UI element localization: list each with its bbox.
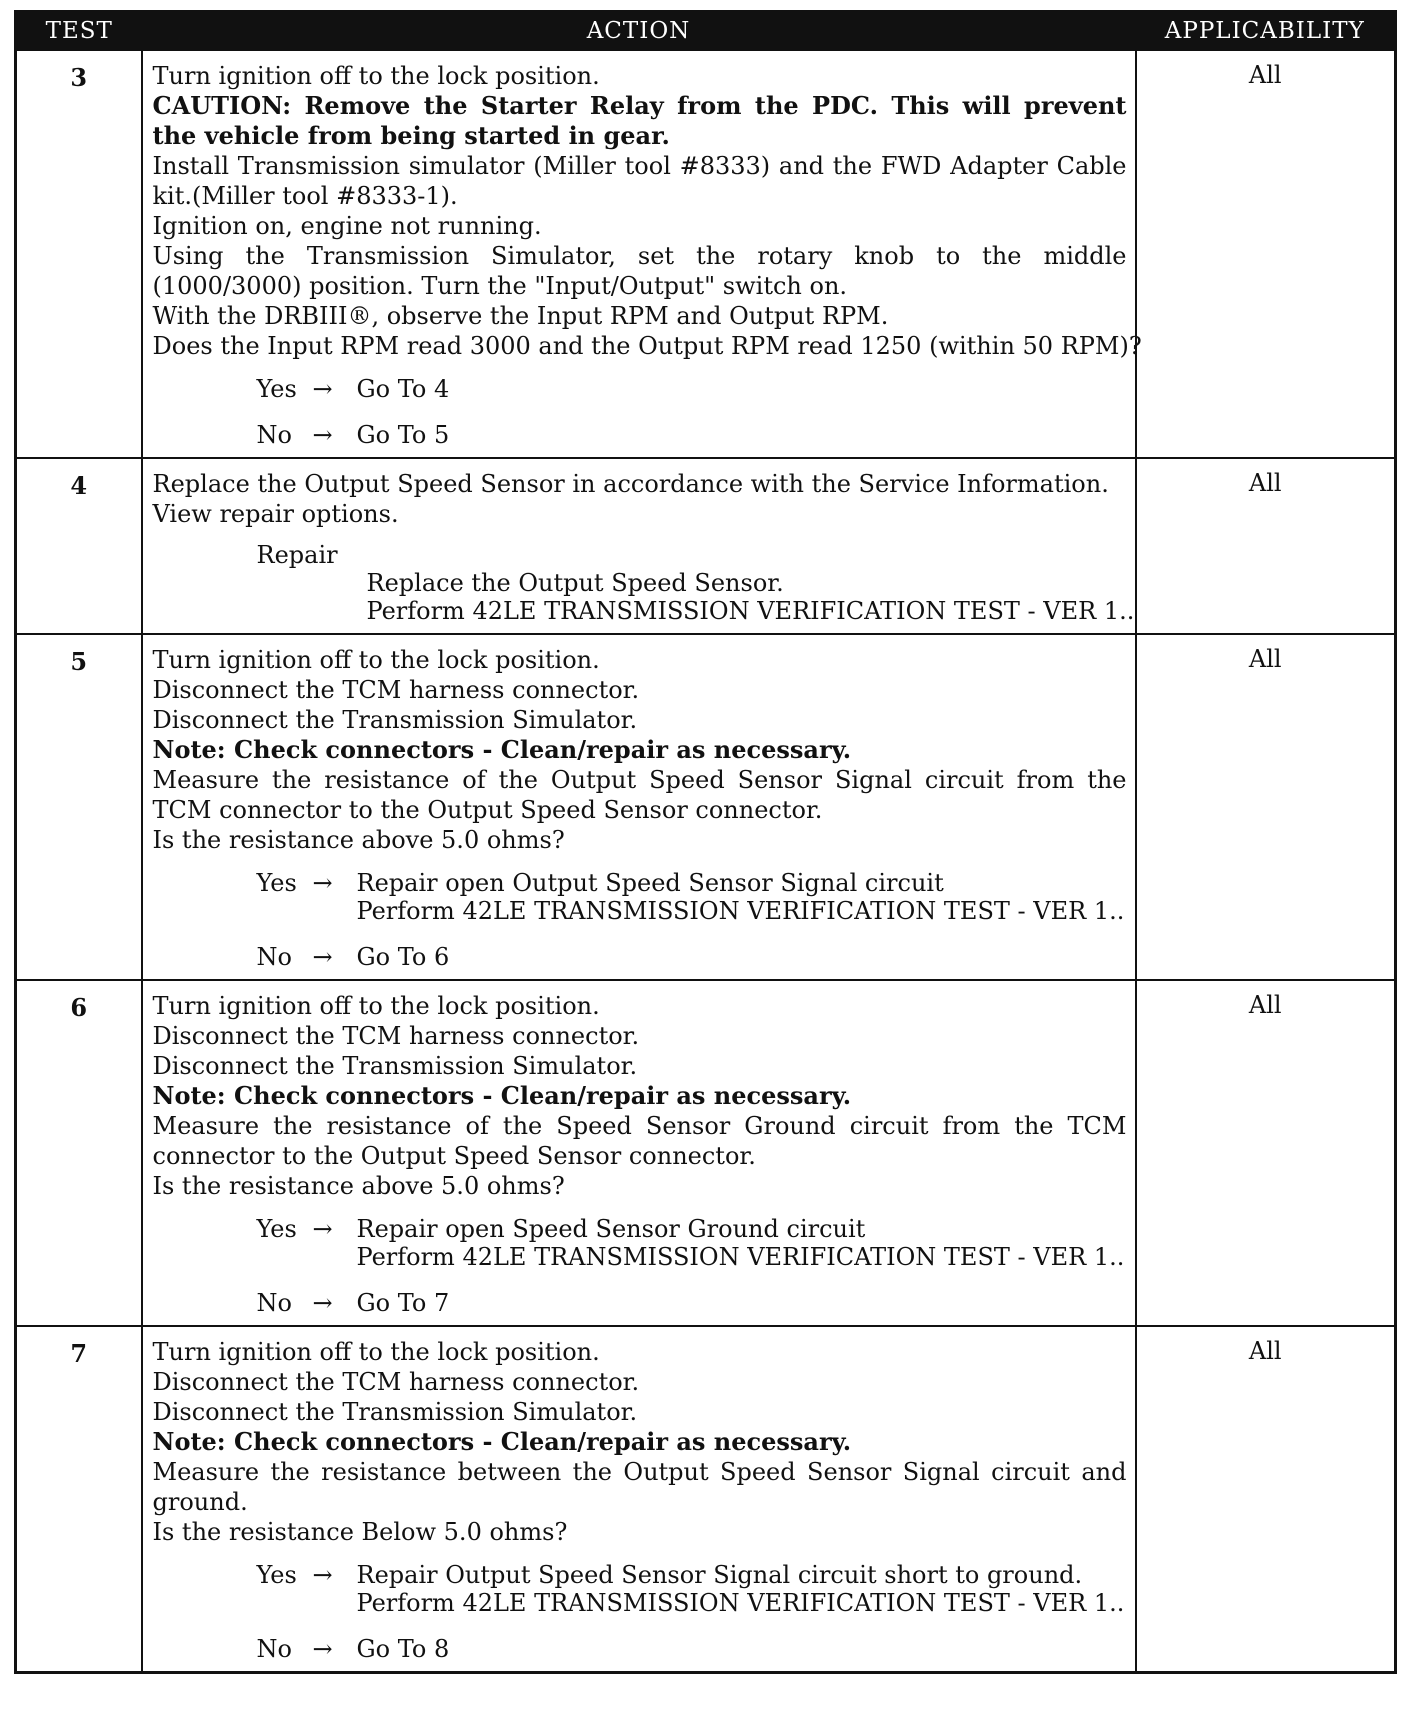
test-number: 7 <box>16 1326 142 1673</box>
no-label: No <box>256 421 292 449</box>
no-outcome <box>257 1289 1127 1317</box>
arrow-right-icon: → <box>312 869 333 897</box>
no-outcome <box>257 1635 1127 1663</box>
test-row-6 <box>16 980 1396 1326</box>
no-goto-link[interactable]: Go To 7 <box>356 1289 450 1317</box>
repair-label: Repair <box>256 541 338 569</box>
question: Is the resistance above 5.0 ohms? <box>152 1172 565 1200</box>
arrow-right-icon: → <box>312 1635 333 1663</box>
yes-repair-text: Repair Output Speed Sensor Signal circuit short to ground. <box>356 1561 1083 1589</box>
step: Turn ignition off to the lock position. <box>152 62 600 90</box>
diagnostic-table <box>14 10 1397 1674</box>
no-outcome <box>257 421 1127 449</box>
table-header-row <box>16 12 1396 51</box>
no-label: No <box>256 943 292 971</box>
no-goto-link[interactable]: Go To 8 <box>356 1635 450 1663</box>
yes-label: Yes <box>256 869 297 897</box>
yes-outcome <box>257 1561 1127 1617</box>
step: Measure the resistance of the Output Speed Sensor Signal circuit from the TCM connector to the Output Speed Sensor connector. <box>152 766 1127 824</box>
no-label: No <box>256 1289 292 1317</box>
arrow-right-icon: → <box>312 943 333 971</box>
yes-repair-text: Repair open Speed Sensor Ground circuit <box>356 1215 866 1243</box>
applicability-value: All <box>1136 634 1396 980</box>
action-cell <box>142 458 1136 634</box>
step: Disconnect the TCM harness connector. <box>152 1022 640 1050</box>
test-number: 3 <box>16 50 142 458</box>
applicability-value: All <box>1136 980 1396 1326</box>
step: With the DRBIII®, observe the Input RPM and Output RPM. <box>152 302 889 330</box>
yes-label: Yes <box>256 1561 297 1589</box>
step: Install Transmission simulator (Miller tool #8333) and the FWD Adapter Cable kit.(Miller tool #8333-1). <box>152 152 1127 210</box>
action-cell <box>142 634 1136 980</box>
test-row-3 <box>16 50 1396 458</box>
diagnostic-page <box>14 10 1394 1722</box>
test-row-4 <box>16 458 1396 634</box>
test-number: 5 <box>16 634 142 980</box>
yes-label: Yes <box>256 1215 297 1243</box>
action-cell <box>142 1326 1136 1673</box>
yes-goto-link[interactable]: Go To 4 <box>356 375 450 403</box>
yes-outcome <box>257 869 1127 925</box>
arrow-right-icon: → <box>312 1561 333 1589</box>
applicability-value: All <box>1136 458 1396 634</box>
repair-step: Replace the Output Speed Sensor. <box>366 569 784 597</box>
yes-outcome <box>257 375 1127 403</box>
verification-link[interactable]: Perform 42LE TRANSMISSION VERIFICATION TEST - VER 1.. <box>356 897 1125 925</box>
step: Disconnect the TCM harness connector. <box>152 676 640 704</box>
step: Measure the resistance between the Output Speed Sensor Signal circuit and ground. <box>152 1458 1127 1516</box>
step: Measure the resistance of the Speed Sensor Ground circuit from the TCM connector to the Output Speed Sensor connector. <box>152 1112 1127 1170</box>
note-text: Note: Check connectors - Clean/repair as necessary. <box>152 1081 852 1110</box>
step: Replace the Output Speed Sensor in accordance with the Service Information. <box>152 470 1109 498</box>
step: Turn ignition off to the lock position. <box>152 646 600 674</box>
header-test: TEST <box>16 12 142 51</box>
no-label: No <box>256 1635 292 1663</box>
question: Does the Input RPM read 3000 and the Output RPM read 1250 (within 50 RPM)? <box>152 332 1142 360</box>
step: Ignition on, engine not running. <box>152 212 542 240</box>
verification-link[interactable]: Perform 42LE TRANSMISSION VERIFICATION TEST - VER 1.. <box>356 1589 1125 1617</box>
verification-link[interactable]: Perform 42LE TRANSMISSION VERIFICATION TEST - VER 1.. <box>366 597 1135 625</box>
arrow-right-icon: → <box>312 375 333 403</box>
applicability-value: All <box>1136 50 1396 458</box>
step: Disconnect the Transmission Simulator. <box>152 1398 638 1426</box>
repair-instructions <box>366 569 1135 625</box>
header-applicability: APPLICABILITY <box>1136 12 1396 51</box>
note-text: Note: Check connectors - Clean/repair as necessary. <box>152 735 852 764</box>
applicability-value: All <box>1136 1326 1396 1673</box>
question: Is the resistance above 5.0 ohms? <box>152 826 565 854</box>
step: View repair options. <box>152 500 399 528</box>
test-number: 6 <box>16 980 142 1326</box>
action-cell <box>142 980 1136 1326</box>
arrow-right-icon: → <box>312 1215 333 1243</box>
test-number: 4 <box>16 458 142 634</box>
arrow-right-icon: → <box>312 421 333 449</box>
yes-repair-text: Repair open Output Speed Sensor Signal circuit <box>356 869 944 897</box>
arrow-right-icon: → <box>312 1289 333 1317</box>
note-text: Note: Check connectors - Clean/repair as necessary. <box>152 1427 852 1456</box>
header-action: ACTION <box>142 12 1136 51</box>
step: Using the Transmission Simulator, set the rotary knob to the middle (1000/3000) position. Turn the "Input/Output" switch on. <box>152 242 1127 300</box>
step: Turn ignition off to the lock position. <box>152 992 600 1020</box>
step: Disconnect the TCM harness connector. <box>152 1368 640 1396</box>
no-outcome <box>257 943 1127 971</box>
yes-label: Yes <box>256 375 297 403</box>
test-row-5 <box>16 634 1396 980</box>
step: Disconnect the Transmission Simulator. <box>152 1052 638 1080</box>
no-goto-link[interactable]: Go To 6 <box>356 943 450 971</box>
action-cell <box>142 50 1142 458</box>
caution-text: CAUTION: Remove the Starter Relay from the PDC. This will prevent the vehicle from being started in gear. <box>152 91 1127 150</box>
no-goto-link[interactable]: Go To 5 <box>356 421 450 449</box>
test-row-7 <box>16 1326 1396 1673</box>
yes-outcome <box>257 1215 1127 1271</box>
step: Disconnect the Transmission Simulator. <box>152 706 638 734</box>
step: Turn ignition off to the lock position. <box>152 1338 600 1366</box>
verification-link[interactable]: Perform 42LE TRANSMISSION VERIFICATION TEST - VER 1.. <box>356 1243 1125 1271</box>
question: Is the resistance Below 5.0 ohms? <box>152 1518 568 1546</box>
